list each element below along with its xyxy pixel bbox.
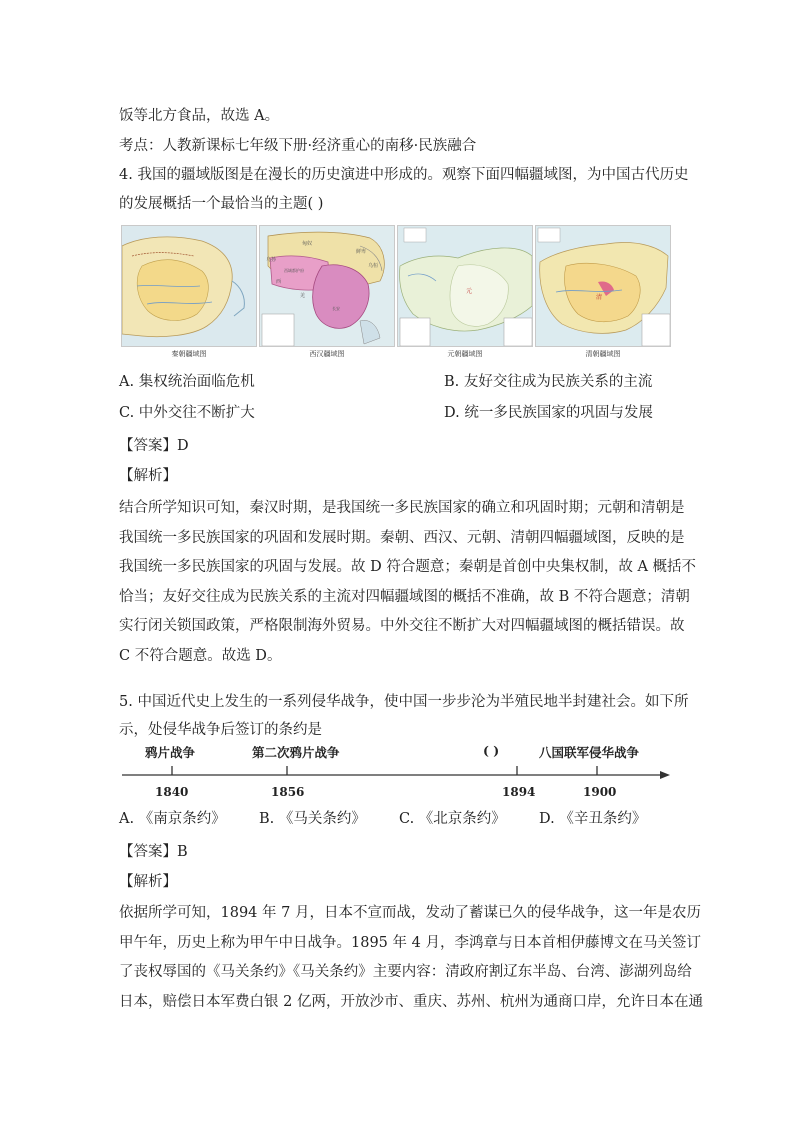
q4-analysis [119,494,697,671]
timeline-year-1900: 1900 [583,785,617,799]
q5-analysis-line: 了丧权辱国的《马关条约》《马关条约》主要内容：清政府割辽东半岛、台湾、澎湖列岛给 [119,964,692,980]
q5-option-a[interactable]: A. 《南京条约》 [119,811,226,827]
q4-analysis-line: 恰当；友好交往成为民族关系的主流对四幅疆域图的概括不准确，故 B 不符合题意；清朝 [119,588,690,605]
label-qiang: 羌 [300,293,306,299]
timeline-event-second-opium-war: 第二次鸦片战争 [252,745,340,760]
label-wusun: 乌孙 [266,257,277,263]
q4-option-b[interactable]: B. 友好交往成为民族关系的主流 [444,374,653,390]
qin-map-caption: 秦朝疆域图 [171,350,207,358]
q5-analysis-line: 日本，赔偿日本军费白银 2 亿两，开放沙市、重庆、苏州、杭州为通商口岸，允许日本在通 [119,993,703,1010]
qing-map [535,225,671,361]
label-qing: 清 [596,294,603,301]
q5-option-d[interactable]: D. 《辛丑条约》 [539,811,647,827]
label-yuan: 元 [466,288,473,295]
label-xi: 西 [276,279,282,285]
yuan-map [397,225,533,361]
q4-analysis-title: 【解析】 [119,468,177,484]
western-han-map [259,225,395,361]
label-xiongnu: 匈奴 [302,241,313,247]
q4-analysis-line: C 不符合题意。故选 D。 [119,647,282,664]
q5-analysis-line: 甲午年，历史上称为甲午中日战争。1895 年 4 月，李鸿章与日本首相伊藤博文在马关签订 [119,934,701,951]
q4-analysis-line: 结合所学知识可知，秦汉时期，是我国统一多民族国家的确立和巩固时期；元朝和清朝是 [119,500,685,516]
q5-analysis-line: 依据所学可知，1894 年 7 月，日本不宣而战，发动了蓄谋已久的侵华战争，这一年是农历 [119,905,701,921]
label-changan: 长安 [332,306,340,311]
label-wuhuan: 乌桓 [368,263,379,269]
timeline-event-eight-nation: 八国联军侵华战争 [539,745,640,760]
q4-analysis-line: 实行闭关锁国政策，严格限制海外贸易。中外交往不断扩大对四幅疆域图的概括错误。故 [119,618,685,634]
label-xiyu: 西域都护府 [284,268,304,273]
q4-stem-line-2: 的发展概括一个最恰当的主题( ) [119,196,324,212]
q5-stem-line-1: 5. 中国近代史上发生的一系列侵华战争，使中国一步步沦为半殖民地半封建社会。如下所 [119,694,689,710]
q5-option-b[interactable]: B. 《马关条约》 [259,811,366,827]
timeline-event-blank: ( ) [483,743,500,758]
q5-answer: 【答案】B [119,844,188,860]
label-xianbei: 鲜卑 [356,249,367,255]
q5-stem-line-2: 示，处侵华战争后签订的条约是 [119,722,322,738]
q4-option-a[interactable]: A. 集权统治面临危机 [119,374,255,390]
qing-map-caption: 清朝疆域图 [585,350,621,358]
q4-option-c[interactable]: C. 中外交往不断扩大 [119,405,255,421]
q4-maps [121,225,673,361]
timeline-event-opium-war: 鸦片战争 [145,745,196,760]
q4-analysis-line: 我国统一多民族国家的巩固和发展时期。秦朝、西汉、元朝、清朝四幅疆域图，反映的是 [119,529,685,546]
q5-analysis-title: 【解析】 [119,874,177,890]
timeline-year-1856: 1856 [271,785,305,799]
timeline-year-1840: 1840 [155,785,189,799]
q4-analysis-line: 我国统一多民族国家的巩固与发展。故 D 符合题意；秦朝是首创中央集权制，故 A 概括不 [119,559,697,575]
yuan-map-caption: 元朝疆域图 [447,350,483,358]
western-han-map-caption: 西汉疆域图 [309,350,345,358]
q4-option-d[interactable]: D. 统一多民族国家的巩固与发展 [444,405,653,421]
q5-analysis [119,899,703,1017]
q5-option-c[interactable]: C. 《北京条约》 [399,811,506,827]
q4-stem-line-1: 4. 我国的疆域版图是在漫长的历史演进中形成的。观察下面四幅疆域图，为中国古代历史 [119,167,689,183]
knowledge-point-line: 考点：人教新课标七年级下册·经济重心的南移·民族融合 [119,138,477,154]
q4-answer: 【答案】D [119,438,189,454]
qin-map [121,225,257,361]
timeline-year-1894: 1894 [502,785,536,799]
prev-answer-line: 饭等北方食品，故选 A。 [119,108,280,124]
